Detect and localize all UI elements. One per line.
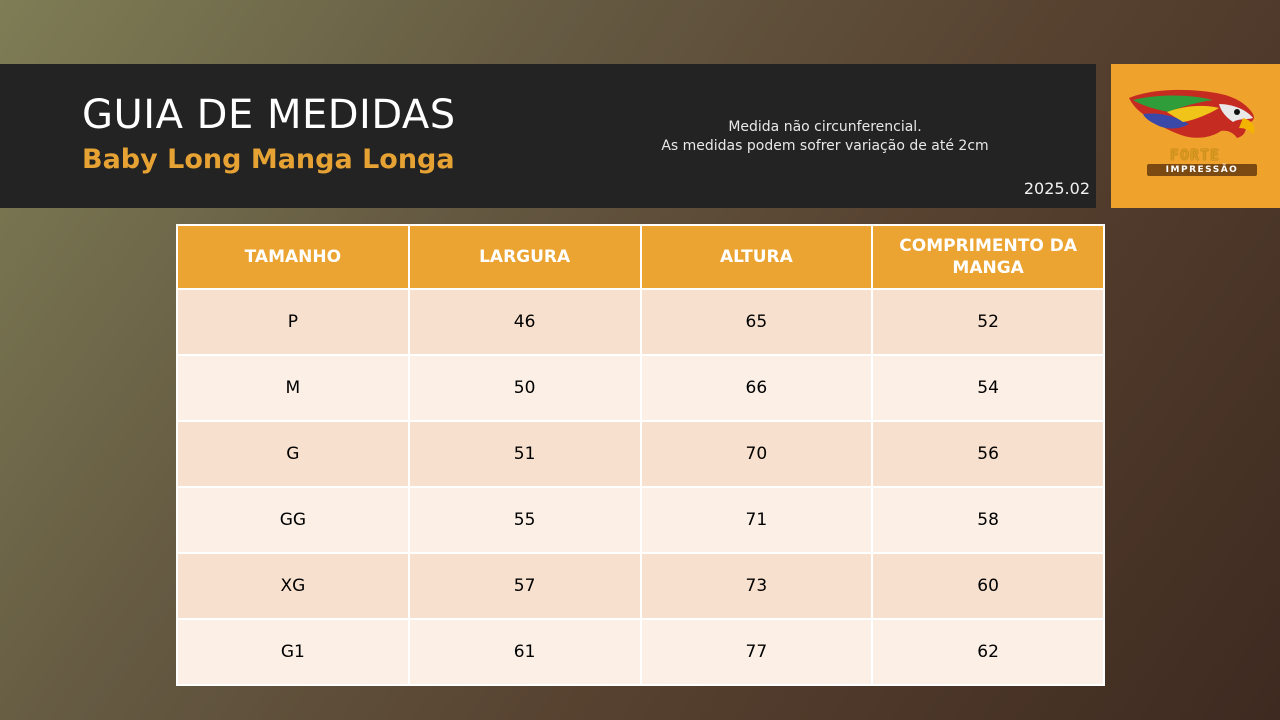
brand-logo [1111,64,1280,208]
table-row [177,355,1104,421]
cell-size: G1 [177,619,409,685]
cell-width: 50 [409,355,641,421]
size-table [176,224,1105,686]
table-row [177,289,1104,355]
cell-height: 73 [641,553,873,619]
cell-height: 70 [641,421,873,487]
cell-size: P [177,289,409,355]
page-subtitle: Baby Long Manga Longa [82,144,455,175]
cell-sleeve: 56 [872,421,1104,487]
table-row [177,487,1104,553]
header-width: LARGURA [409,225,641,289]
cell-sleeve: 54 [872,355,1104,421]
header-height: ALTURA [641,225,873,289]
cell-height: 65 [641,289,873,355]
cell-height: 77 [641,619,873,685]
cell-height: 71 [641,487,873,553]
logo-tagline: IMPRESSÃO [1147,164,1257,176]
cell-sleeve: 60 [872,553,1104,619]
cell-size: XG [177,553,409,619]
note-line-2: As medidas podem sofrer variação de até 2cm [661,138,989,154]
cell-width: 51 [409,421,641,487]
page-title: GUIA DE MEDIDAS [82,92,456,138]
version-label: 2025.02 [1023,179,1090,198]
cell-size: G [177,421,409,487]
cell-width: 57 [409,553,641,619]
eagle-logo-icon [1123,88,1263,150]
header-sleeve-length: COMPRIMENTO DA MANGA [872,225,1104,289]
cell-sleeve: 58 [872,487,1104,553]
table-row [177,619,1104,685]
logo-name: FORTE [1169,146,1221,164]
header-size: TAMANHO [177,225,409,289]
note-line-1: Medida não circunferencial. [728,119,922,135]
table-header-row [177,225,1104,289]
table-row [177,553,1104,619]
cell-sleeve: 62 [872,619,1104,685]
table-row [177,421,1104,487]
cell-height: 66 [641,355,873,421]
measurement-note [620,118,1030,156]
cell-width: 46 [409,289,641,355]
cell-width: 55 [409,487,641,553]
cell-size: GG [177,487,409,553]
cell-size: M [177,355,409,421]
cell-sleeve: 52 [872,289,1104,355]
cell-width: 61 [409,619,641,685]
